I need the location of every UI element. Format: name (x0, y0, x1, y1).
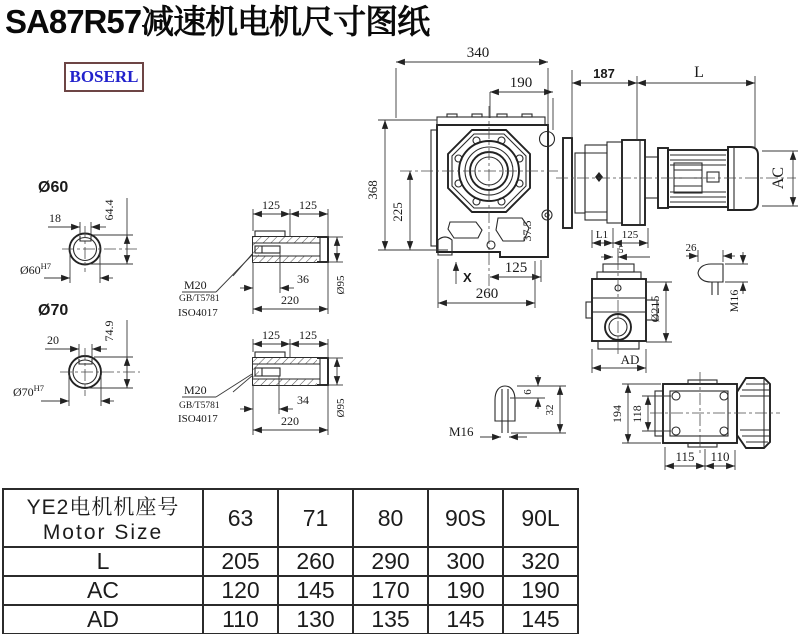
table-header-cell (3, 489, 203, 547)
dim-L: L (694, 64, 704, 81)
shaft70-key-height: 74.9 (102, 320, 116, 342)
col-90S: 90S (428, 489, 503, 547)
cell-L-71: 260 (278, 547, 353, 576)
cell-AC-90L: 190 (503, 576, 578, 605)
cell-L-90L: 320 (503, 547, 578, 576)
dim-125-side: 125 (621, 229, 639, 241)
dim-32: 32 (544, 404, 556, 416)
dim-118: 118 (630, 405, 644, 423)
dim-L1: L1 (595, 229, 609, 241)
row-label-AC: AC (3, 576, 203, 605)
dim-215: Ø215 (648, 295, 662, 323)
cell-AC-63: 120 (203, 576, 278, 605)
col-71: 71 (278, 489, 353, 547)
shaft70-view (13, 302, 140, 406)
hollow-bottom-dim-right: 125 (299, 328, 317, 342)
shaft60-bore: $Ø60^{H7}$ (20, 261, 52, 277)
col-90L: 90L (503, 489, 578, 547)
thread-M16-bottom: M16 (449, 424, 474, 439)
cell-AD-80: 135 (353, 605, 428, 634)
table-header-row (3, 489, 578, 547)
cell-AD-90S: 145 (428, 605, 503, 634)
dim-194: 194 (610, 405, 624, 423)
row-label-L: L (3, 547, 203, 576)
hollow-top-std1: GB/T5781 (179, 294, 220, 304)
brand-logo-text: BOSERL (69, 67, 139, 86)
dim-110: 110 (710, 449, 730, 464)
cell-AC-90S: 190 (428, 576, 503, 605)
shaft60-view (20, 179, 140, 283)
shaft70-label: Ø70 (38, 302, 69, 319)
side-view (586, 228, 672, 373)
dim-6: 6 (522, 389, 534, 395)
cell-AD-71: 130 (278, 605, 353, 634)
key-detail-right (686, 242, 749, 312)
shaft70-key-width: 20 (47, 333, 59, 347)
dim-AC: AC (770, 166, 787, 190)
dim-368: 368 (365, 180, 380, 200)
hollow-top-dim-left: 125 (262, 198, 280, 212)
hollow-bottom-std1: GB/T5781 (179, 401, 220, 411)
dim-225: 225 (390, 202, 405, 222)
dim-190: 190 (509, 75, 533, 91)
hollow-top-key-len: 36 (297, 272, 309, 286)
top-view (610, 372, 780, 470)
dim-187: 187 (593, 66, 615, 81)
page-title: SA87R57减速机电机尺寸图纸 (5, 3, 430, 40)
dim-AD: AD (620, 352, 640, 367)
dim-340: 340 (466, 45, 490, 61)
shaft60-key-width: 18 (49, 211, 61, 225)
hollow-shaft-top-view (178, 198, 347, 319)
cell-AC-80: 170 (353, 576, 428, 605)
hollow-bottom-dim-left: 125 (262, 328, 280, 342)
table-header-en: Motor Size (42, 521, 164, 544)
dim-115: 115 (675, 449, 695, 464)
dim-260: 260 (475, 286, 499, 302)
cell-L-90S: 300 (428, 547, 503, 576)
hollow-top-dim-right: 125 (299, 198, 317, 212)
hollow-bottom-std2: ISO4017 (178, 413, 218, 425)
row-label-AD: AD (3, 605, 203, 634)
hollow-bottom-key-len: 34 (297, 393, 309, 407)
cell-AD-63: 110 (203, 605, 278, 634)
main-view (365, 45, 798, 308)
table-header-cn: YE2电机机座号 (26, 496, 180, 519)
hollow-top-thread: M20 (184, 278, 207, 292)
col-63: 63 (203, 489, 278, 547)
dim-5: 5 (618, 245, 624, 256)
shaft60-key-height: 64.4 (102, 199, 116, 221)
shaft60-label: Ø60 (38, 179, 69, 196)
dim-26: 26 (685, 242, 697, 254)
hollow-top-dia: Ø95 (335, 275, 347, 295)
table-row-AD (3, 605, 578, 634)
dim-37-5: 37.5 (520, 220, 534, 242)
col-80: 80 (353, 489, 428, 547)
hollow-bottom-dia: Ø95 (335, 398, 347, 418)
hollow-bottom-thread: M20 (184, 383, 207, 397)
shaft70-bore: $Ø70^{H7}$ (13, 383, 45, 399)
cell-AC-71: 145 (278, 576, 353, 605)
hollow-bottom-length: 220 (281, 414, 299, 428)
cell-L-63: 205 (203, 547, 278, 576)
key-detail-bottom (449, 375, 566, 439)
hollow-top-length: 220 (281, 293, 299, 307)
dim-125-bottom: 125 (504, 260, 528, 276)
hollow-shaft-bottom-view (178, 328, 347, 435)
table-row-L (3, 547, 578, 576)
label-X: X (463, 270, 472, 285)
hollow-top-std2: ISO4017 (178, 307, 218, 319)
cell-AD-90L: 145 (503, 605, 578, 634)
motor-size-table (2, 488, 579, 634)
cell-L-80: 290 (353, 547, 428, 576)
thread-M16-right: M16 (727, 289, 741, 313)
table-row-AC (3, 576, 578, 605)
